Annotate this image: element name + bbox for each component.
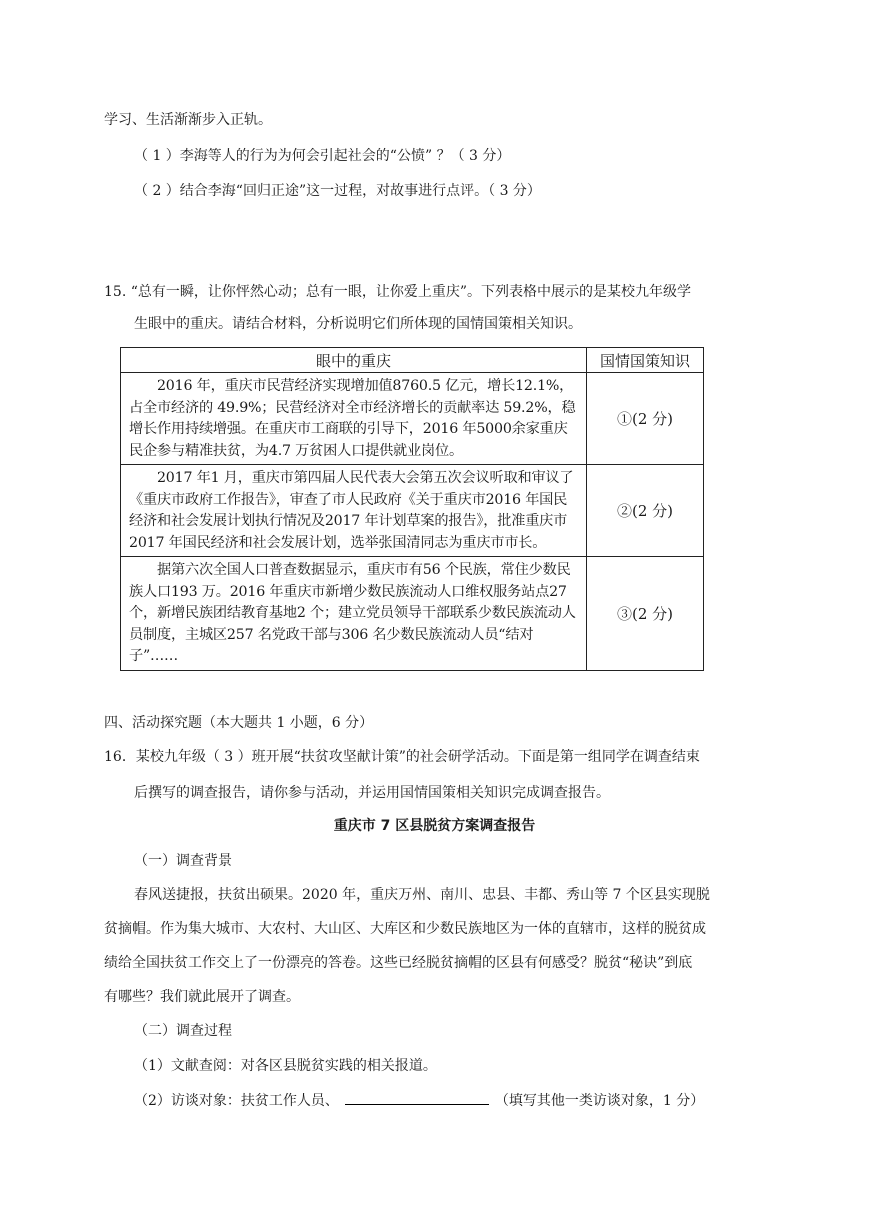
proc-item-2-suffix: （填写其他一类访谈对象，1 分） (494, 1093, 705, 1109)
report-title: 重庆市 7 区县脱贫方案调查报告 (333, 818, 536, 834)
answer-blank[interactable] (345, 1090, 489, 1105)
table-cell-score: ③(2 分) (587, 557, 704, 671)
q15-line1: 15. “总有一瞬，让你怦然心动；总有一眼，让你爱上重庆”。下列表格中展示的是某校九年级学 (104, 284, 692, 300)
table-header-cell: 眼中的重庆 (121, 348, 587, 373)
proc-item-2-prefix: （2）访谈对象：扶贫工作人员、 (134, 1093, 339, 1109)
q14-sub2: （ 2 ）结合李海“回归正途”这一过程，对故事进行点评。（ 3 分） (134, 183, 541, 199)
bg-paragraph-line: 春风送捷报，扶贫出硕果。2020 年，重庆万州、南川、忠县、丰都、秀山等 7 个区县实现脱 (134, 887, 710, 903)
table-header-cell: 国情国策知识 (587, 348, 704, 373)
q14-sub1: （ 1 ）李海等人的行为为何会引起社会的“公愤” ？（ 3 分） (134, 148, 511, 164)
q15-table (120, 347, 704, 671)
proc-item-1: （1）文献查阅：对各区县脱贫实践的相关报道。 (134, 1058, 437, 1074)
table-cell-text: 2016 年，重庆市民营经济实现增加值8760.5 亿元，增长12.1%，占全市经济的 49.9%；民营经济对全市经济增长的贡献率达 59.2%，稳增长作用持续增强。在重庆市工商联的引导下，2016 年5000余家重庆民企参与精准扶贫，为4.7 万贫困人口提供就业岗位。 (121, 373, 587, 465)
table-cell-score: ①(2 分) (587, 373, 704, 465)
bg-paragraph-line: 贫摘帽。作为集大城市、大农村、大山区、大库区和少数民族地区为一体的直辖市，这样的脱贫成 (104, 921, 706, 937)
q16-line2: 后撰写的调查报告，请你参与活动，并运用国情国策相关知识完成调查报告。 (134, 785, 610, 801)
bg-paragraph-line: 有哪些？我们就此展开了调查。 (104, 989, 300, 1005)
bg-paragraph-line: 绩给全国扶贫工作交上了一份漂亮的答卷。这些已经脱贫摘帽的区县有何感受？脱贫“秘诀”到底 (104, 955, 693, 971)
q15-line2: 生眼中的重庆。请结合材料，分析说明它们所体现的国情国策相关知识。 (134, 316, 582, 332)
intro-line: 学习、生活渐渐步入正轨。 (104, 112, 272, 128)
proc-item-2 (134, 1090, 704, 1111)
table-cell-text: 据第六次全国人口普查数据显示，重庆市有56 个民族，常住少数民族人口193 万。2016 年重庆市新增少数民族流动人口维权服务站点27 个，新增民族团结教育基地2 个；建立党员领导干部联系少数民族流动人员制度，主城区257 名党政干部与306 名少数民族流动人员“结对子”…… (121, 557, 587, 671)
table-cell-text: 2017 年1 月，重庆市第四届人民代表大会第五次会议听取和审议了《重庆市政府工作报告》，审查了市人民政府《关于重庆市2016 年国民经济和社会发展计划执行情况及2017 年计划草案的报告》，批准重庆市2017 年国民经济和社会发展计划，选举张国清同志为重庆市市长。 (121, 465, 587, 557)
table-cell-score: ②(2 分) (587, 465, 704, 557)
section4-heading: 四、活动探究题（本大题共 1 小题，6 分） (104, 715, 374, 731)
table-row (121, 373, 704, 465)
bg-heading: （一）调查背景 (134, 853, 232, 869)
table-row (121, 557, 704, 671)
proc-heading: （二）调查过程 (134, 1023, 232, 1039)
q15-table-header (121, 348, 704, 373)
q16-line1: 16．某校九年级（ 3 ）班开展“扶贫攻坚献计策”的社会研学活动。下面是第一组同学在调查结束 (104, 749, 700, 765)
table-row (121, 465, 704, 557)
